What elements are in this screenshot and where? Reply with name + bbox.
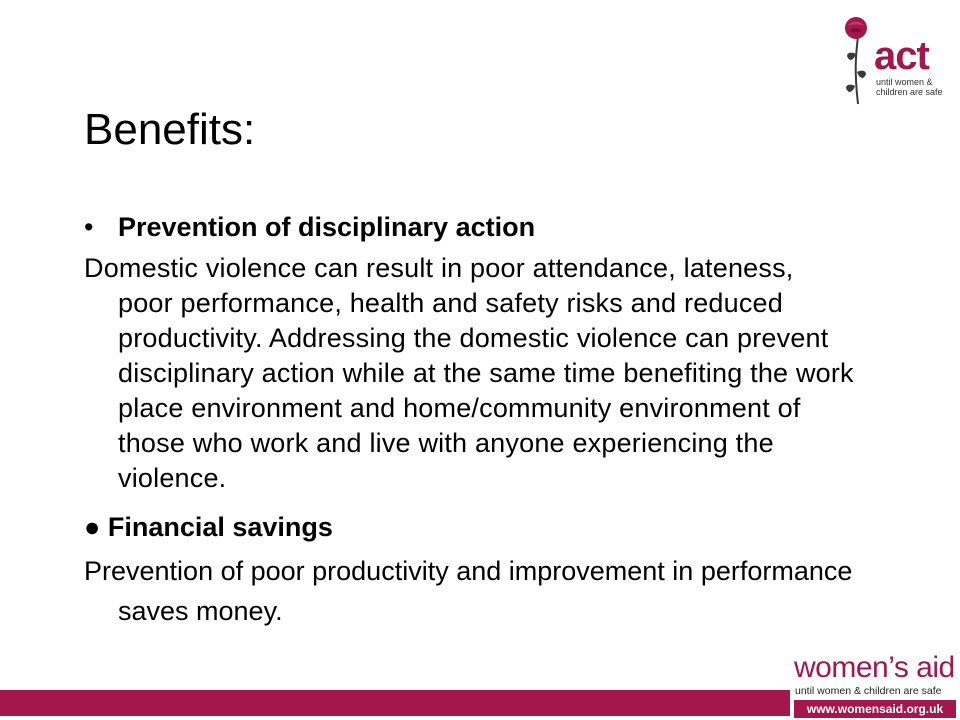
bullet-item-financial [84, 510, 854, 545]
bullet-heading: Prevention of disciplinary action [118, 212, 536, 242]
bullet-item-disciplinary [84, 210, 854, 245]
womens-aid-url: www.womensaid.org.uk [794, 700, 956, 718]
bullet-description: Prevention of poor productivity and improvement in performance saves money. [84, 556, 853, 626]
footer-bar [0, 690, 790, 716]
slide-title: Benefits: [84, 105, 256, 154]
bullet-heading: Financial savings [107, 512, 333, 542]
womens-aid-brand: women’s aid [794, 651, 955, 684]
act-logo-tagline: until women & children are safe [876, 77, 943, 97]
rose-icon [836, 14, 876, 106]
bullet-description: Domestic violence can result in poor attendance, lateness, poor performance, health and safety risks and reduced productivity. Addressing the domestic violence can prevent disciplinary action while at the same time benefiting the work place environment and home/community environment of those who work and live with anyone experiencing the violence. [84, 253, 854, 493]
slide-content [84, 210, 854, 631]
act-logo-word: act [874, 34, 929, 78]
bullet-marker: • [84, 212, 94, 242]
womens-aid-tagline: until women & children are safe [795, 685, 942, 697]
womens-aid-logo [794, 652, 956, 720]
bullet-marker: ● [84, 512, 101, 542]
